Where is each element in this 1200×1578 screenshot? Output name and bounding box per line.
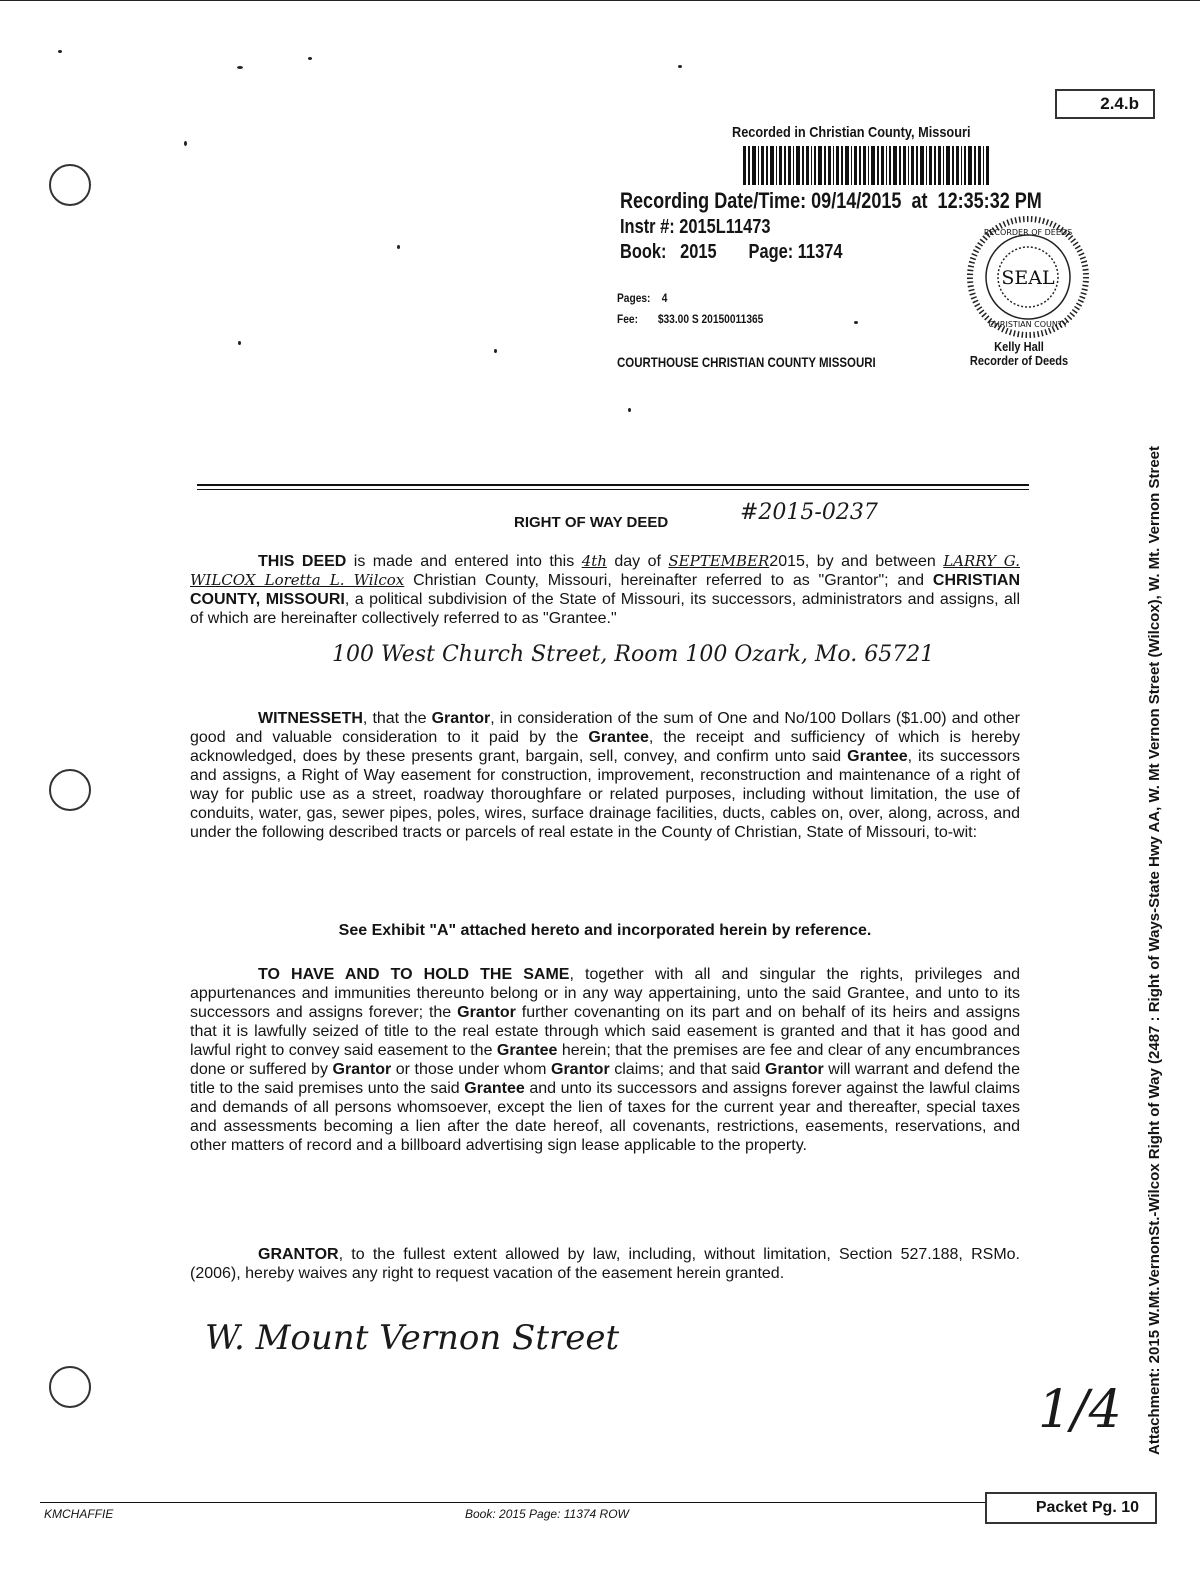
deed-title: RIGHT OF WAY DEED bbox=[514, 514, 669, 531]
street-name-handwritten: W. Mount Vernon Street bbox=[205, 1318, 620, 1358]
witnesseth-paragraph: WITNESSETH, that the Grantor, in consideration of the sum of One and No/100 Dollars ($1.00) and other good and valuable consideration to it paid by the Grantee, the receipt and sufficiency of which is hereby acknowledged, does by these presents grant, bargain, sell, convey, and confirm unto said Grantee, its successors and assigns, a Right of Way easement for construction, improvement, reconstruction and maintenance of a right of way for public use as a street, roadway thoroughfare or related purposes, including without limitation, the use of conduits, water, gas, sewer pipes, poles, wires, surface drainage facilities, ducts, cables on, over, along, across, and under the following described tracts or parcels of real estate in the County of Christian, State of Missouri, to-wit: bbox=[190, 710, 1021, 841]
top-border bbox=[0, 0, 1200, 1]
instrument-number: Instr #: 2015L11473 bbox=[620, 216, 771, 238]
waiver-paragraph: GRANTOR, to the fullest extent allowed by law, including, without limitation, Section 527.188, RSMo. (2006), hereby waives any right to request vacation of the easement herein granted. bbox=[190, 1246, 1020, 1282]
scan-speck bbox=[397, 245, 400, 249]
barcode bbox=[743, 146, 989, 185]
footer-user: KMCHAFFIE bbox=[44, 1507, 114, 1521]
svg-text:CHRISTIAN COUNTY: CHRISTIAN COUNTY bbox=[988, 320, 1068, 329]
scan-speck bbox=[854, 321, 858, 324]
scan-speck bbox=[678, 65, 682, 68]
side-attachment-label: Attachment: 2015 W.Mt.VernonSt.-Wilcox Right of Way (2487 : Right of Ways-State Hwy AA, W. Mt Vernon Street (Wilcox), W. Mt. Vernon Street bbox=[1146, 445, 1163, 1455]
punch-hole bbox=[49, 769, 91, 811]
scan-speck bbox=[308, 57, 312, 60]
grantee-address-handwritten: 100 West Church Street, Room 100 Ozark, Mo. 65721 bbox=[332, 642, 935, 667]
recording-date-time: Recording Date/Time: 09/14/2015 at 12:35:32 PM bbox=[620, 188, 1042, 213]
scan-speck bbox=[238, 341, 241, 345]
item-tag: 2.4.b bbox=[1055, 89, 1155, 119]
exhibit-reference: See Exhibit "A" attached hereto and incorporated herein by reference. bbox=[338, 922, 872, 939]
recorder-seal-icon bbox=[958, 215, 1098, 340]
scan-speck bbox=[184, 141, 187, 146]
recorded-county-line: Recorded in Christian County, Missouri bbox=[732, 124, 971, 141]
footer-book-page: Book: 2015 Page: 11374 ROW bbox=[465, 1507, 629, 1521]
svg-text:RECORDER OF DEEDS: RECORDER OF DEEDS bbox=[983, 228, 1073, 237]
pages-count: Pages: 4 bbox=[617, 291, 668, 305]
deed-divider bbox=[197, 484, 1029, 486]
punch-hole bbox=[49, 164, 91, 206]
scan-speck bbox=[628, 408, 631, 412]
svg-text:SEAL: SEAL bbox=[1001, 267, 1055, 289]
deed-divider-thin bbox=[197, 489, 1029, 490]
book-page: Book: 2015 Page: 11374 bbox=[620, 241, 843, 263]
habendum-paragraph: TO HAVE AND TO HOLD THE SAME, together with all and singular the rights, privileges and appurtenances and immunities thereunto belong or in any way appertaining, unto the said Grantee, and unto to its successors and assigns forever; the Grantor further covenanting on its part and on behalf of its heirs and assigns that it is lawfully seized of title to the real estate through which said easement is granted and that it has good and lawful right to convey said easement to the Grantee herein; that the premises are fee and clear of any encumbrances done or suffered by Grantor or those under whom Grantor claims; and that said Grantor will warrant and defend the title to the said premises unto the said Grantee and unto its successors and assigns forever against the lawful claims and demands of all persons whomsoever, except the lien of taxes for the current year and thereafter, special taxes and assessments becoming a lien after the date hereof, all covenants, restrictions, easements, reservations, and other matters of record and a billboard advertising sign lease applicable to the property. bbox=[190, 966, 1021, 1154]
recorder-signature-block: Kelly Hall Recorder of Deeds bbox=[969, 339, 1069, 368]
courthouse-line: COURTHOUSE CHRISTIAN COUNTY MISSOURI bbox=[617, 354, 876, 370]
month-handwritten: SEPTEMBER bbox=[668, 552, 770, 570]
scan-speck bbox=[494, 349, 497, 353]
grantor-names-handwritten: LARRY G. WILCOX Loretta L. Wilcox bbox=[190, 552, 1021, 589]
recording-fee: Fee: $33.00 S 20150011365 bbox=[617, 312, 764, 326]
deed-number-handwritten: #2015-0237 bbox=[740, 500, 878, 525]
page-fraction-handwritten: 1/4 bbox=[1038, 1380, 1122, 1440]
scan-speck bbox=[237, 66, 243, 69]
footer-rule bbox=[40, 1502, 985, 1503]
scan-speck bbox=[58, 50, 62, 53]
deed-opening-paragraph: THIS DEED is made and entered into this 4th day of SEPTEMBER2015, by and between LARRY G. WILCOX Loretta L. Wilcox Christian County, Missouri, hereinafter referred to as "Grantor"; and CHRISTIAN COUNTY, MISSOURI, a political subdivision of the State of Missouri, its successors, administrators and assigns, all of which are hereinafter collectively referred to as "Grantee." bbox=[190, 552, 1021, 627]
day-handwritten: 4th bbox=[581, 552, 607, 570]
packet-page-box: Packet Pg. 10 bbox=[985, 1492, 1157, 1524]
punch-hole bbox=[49, 1366, 91, 1408]
